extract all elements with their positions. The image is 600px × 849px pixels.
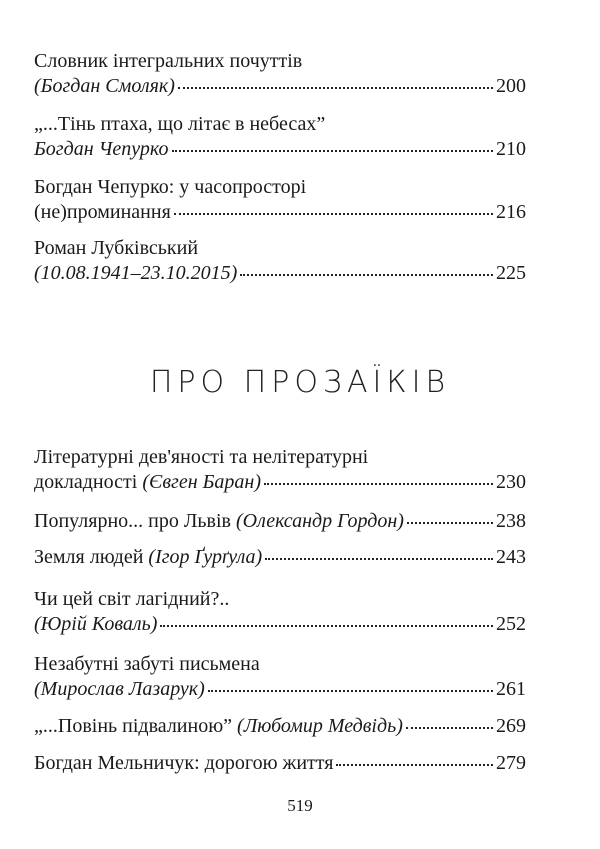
toc-entry	[34, 112, 526, 162]
toc-entry-author: (Олександр Гордон)	[235, 510, 404, 532]
toc-leader-dots	[160, 624, 493, 627]
toc-entry-title-cont: докладності	[34, 471, 143, 493]
toc-leader-dots	[407, 521, 493, 524]
toc-entry	[34, 509, 526, 534]
section-title: ПРО ПРОЗАЇКІВ	[149, 365, 451, 400]
toc-leader-dots	[406, 726, 493, 729]
toc-leader-dots	[265, 557, 493, 560]
toc-leader-dots	[174, 212, 493, 215]
toc-leader-dots	[336, 763, 493, 766]
toc-entry	[34, 175, 526, 225]
toc-entry-title: Богдан Чепурко: у часопросторі	[34, 176, 307, 198]
toc-entry-title: Чи цей світ лагідний?..	[34, 588, 230, 610]
toc-entry-author: Богдан Чепурко	[34, 138, 169, 160]
toc-entry-title: „...Тінь птаха, що літає в небесах”	[34, 113, 326, 135]
toc-entry-title: Богдан Мельничук: дорогою життя	[34, 752, 334, 774]
toc-entry-author: (Ігор Ґурґула)	[148, 546, 263, 568]
toc-entry-page: 243	[496, 546, 526, 568]
toc-entry-author: (Євген Баран)	[142, 471, 262, 493]
toc-entry	[34, 545, 526, 570]
toc-entry-title: Земля людей	[34, 546, 149, 568]
toc-entry-page: 252	[496, 613, 526, 635]
toc-entry-author: (Мирослав Лазарук)	[34, 678, 205, 700]
toc-entry-author: (Богдан Смоляк)	[34, 75, 175, 97]
toc-entry-title: Літературні дев'яності та нелітературні	[34, 446, 369, 468]
toc-entry-title: Словник інтегральних почуттів	[34, 50, 303, 72]
toc-entry-title-cont: (не)проминання	[34, 201, 171, 223]
toc-entry-page: 230	[496, 471, 526, 493]
toc-entry	[34, 652, 526, 702]
toc-entry	[34, 751, 526, 776]
toc-entry-title: Роман Лубківський	[34, 237, 199, 259]
toc-leader-dots	[172, 149, 493, 152]
page-number: 519	[287, 796, 313, 815]
toc-entry-title: „...Повінь підвалиною”	[34, 715, 238, 737]
toc-entry-author: (Любомир Медвідь)	[237, 715, 403, 737]
toc-entry-page: 261	[496, 678, 526, 700]
toc-leader-dots	[178, 86, 493, 89]
toc-entry	[34, 714, 526, 739]
toc-leader-dots	[240, 273, 493, 276]
toc-entry	[34, 587, 526, 637]
toc-entry-page: 210	[496, 138, 526, 160]
toc-entry-page: 200	[496, 75, 526, 97]
toc-leader-dots	[264, 482, 493, 485]
toc-entry	[34, 445, 526, 495]
toc-entry-title: Популярно... про Львів	[34, 510, 236, 532]
toc-entry-title: Незабутні забуті письмена	[34, 653, 260, 675]
toc-entry	[34, 49, 526, 99]
toc-entry	[34, 236, 526, 286]
toc-entry-page: 238	[496, 510, 526, 532]
toc-entry-page: 269	[496, 715, 526, 737]
toc-entry-author: (Юрій Коваль)	[34, 613, 158, 635]
toc-entry-dates: (10.08.1941–23.10.2015)	[34, 262, 238, 284]
toc-leader-dots	[208, 689, 493, 692]
toc-entry-page: 216	[496, 201, 526, 223]
toc-entry-page: 279	[496, 752, 526, 774]
toc-entry-page: 225	[496, 262, 526, 284]
